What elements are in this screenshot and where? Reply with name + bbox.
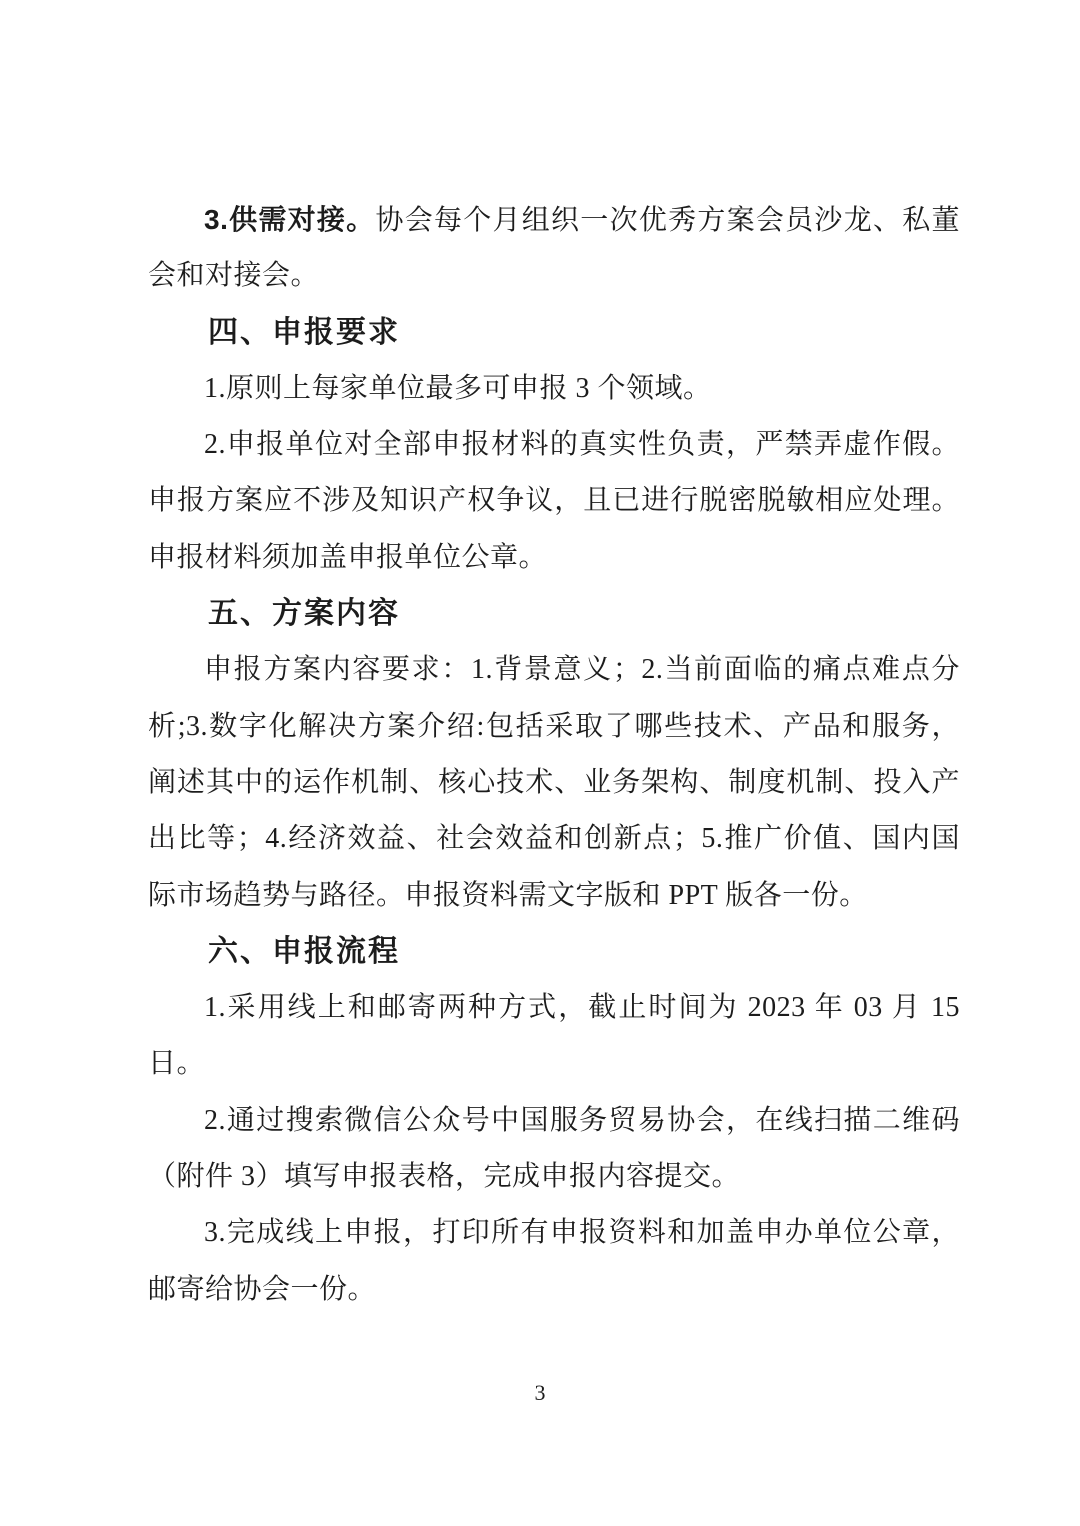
paragraph-line-process-2b: （附件 3）填写申报表格，完成申报内容提交。 <box>148 1161 741 1193</box>
section-heading-4-application-requirements: 四、申报要求 <box>208 315 400 349</box>
paragraph-line-content-4: 出比等；4.经济效益、社会效益和创新点；5.推广价值、国内国 <box>148 823 960 855</box>
paragraph-line-req-2c: 申报材料须加盖申报单位公章。 <box>148 541 548 573</box>
text-run: 协会每个月组织一次优秀方案会员沙龙、私董 <box>375 205 960 236</box>
document-body <box>148 192 960 1318</box>
paragraph-line-process-1a: 1.采用线上和邮寄两种方式，截止时间为 2023 年 03 月 15 <box>204 992 960 1024</box>
paragraph-line-content-5: 际市场趋势与路径。申报资料需文字版和 PPT 版各一份。 <box>148 879 868 911</box>
bold-run-supply-demand: 3.供需对接。 <box>204 204 376 235</box>
section-heading-6-application-process: 六、申报流程 <box>208 934 400 968</box>
paragraph-line-supply-demand-1 <box>148 192 960 248</box>
paragraph-line-process-2a: 2.通过搜索微信公众号中国服务贸易协会，在线扫描二维码 <box>204 1104 960 1136</box>
paragraph-line-req-2a: 2.申报单位对全部申报材料的真实性负责，严禁弄虚作假。 <box>204 429 960 461</box>
paragraph-line-process-1b: 日。 <box>148 1048 206 1080</box>
page-number: 3 <box>534 1380 546 1405</box>
paragraph-line-supply-demand-2: 会和对接会。 <box>148 260 320 292</box>
paragraph-line-content-1: 申报方案内容要求：1.背景意义；2.当前面临的痛点难点分 <box>204 654 960 686</box>
paragraph-line-content-2: 析;3.数字化解决方案介绍:包括采取了哪些技术、产品和服务， <box>148 710 960 742</box>
paragraph-line-req-2b: 申报方案应不涉及知识产权争议，且已进行脱密脱敏相应处理。 <box>148 485 960 517</box>
paragraph-line-content-3: 阐述其中的运作机制、核心技术、业务架构、制度机制、投入产 <box>148 766 960 798</box>
paragraph-line-process-3b: 邮寄给协会一份。 <box>148 1273 377 1305</box>
section-heading-5-proposal-content: 五、方案内容 <box>208 597 400 631</box>
paragraph-line-req-1: 1.原则上每家单位最多可申报 3 个领域。 <box>204 372 712 404</box>
paragraph-line-process-3a: 3.完成线上申报，打印所有申报资料和加盖申办单位公章， <box>204 1217 960 1249</box>
